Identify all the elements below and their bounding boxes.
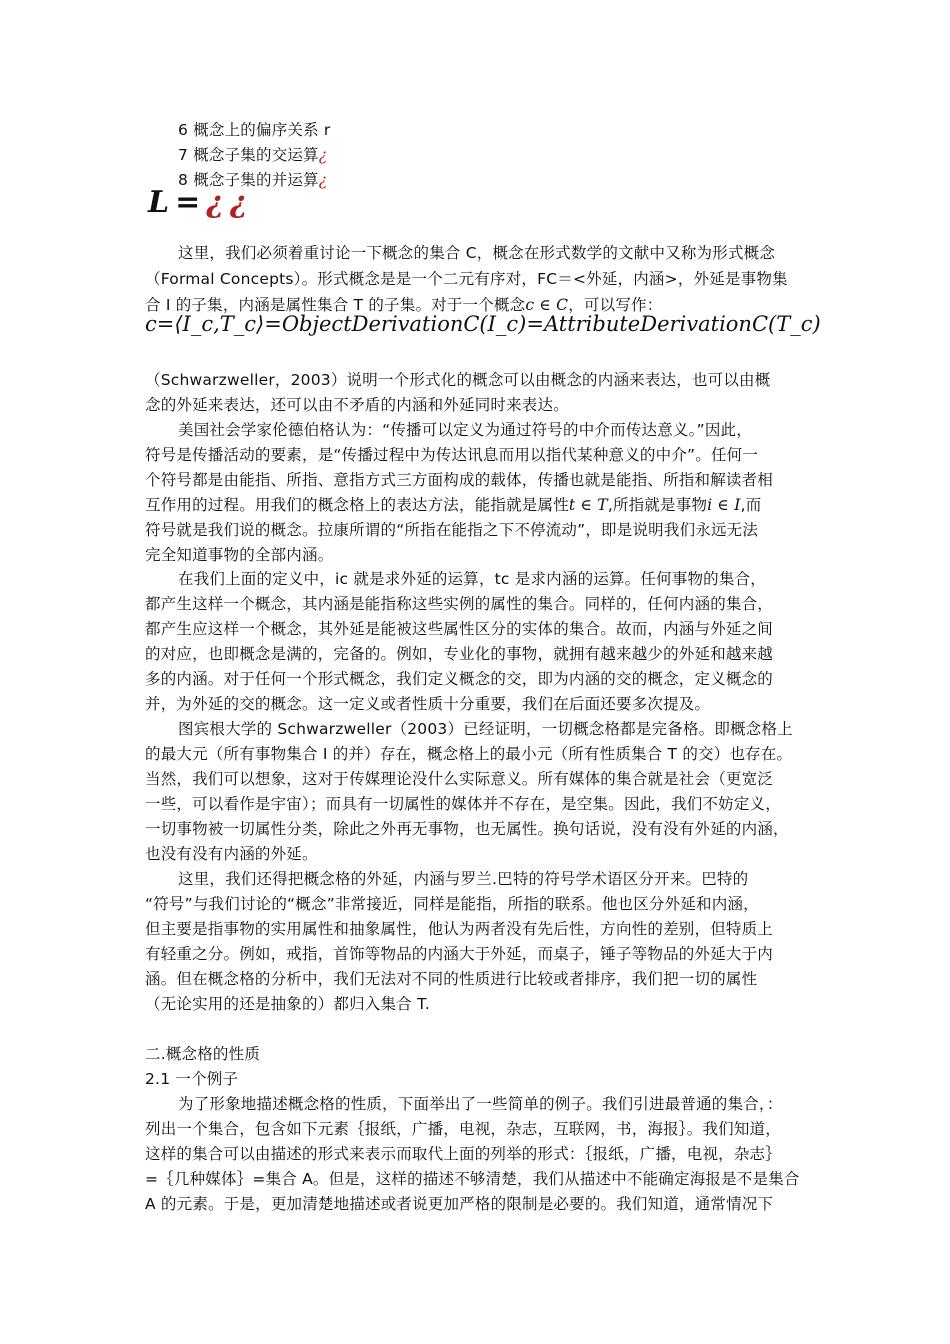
paragraph-5-line-2: 的最大元（所有事物集合 I 的并）存在，概念格上的最小元（所有性质集合 T 的交）也存在。	[145, 745, 793, 763]
subsection-title: 2.1 一个例子	[145, 1070, 239, 1088]
big-formula: L=¿¿	[148, 185, 254, 220]
paragraph-6-line-6: （无论实用的还是抽象的）都归入集合 T.	[145, 995, 430, 1013]
paragraph-4-line-4: 的对应，也即概念是满的，完备的。例如，专业化的事物，就拥有越来越少的外延和越来越	[145, 645, 774, 663]
paragraph-5-line-1: 图宾根大学的 Schwarzweller（2003）已经证明，一切概念格都是完备格。即概念格上	[178, 720, 793, 738]
paragraph-3-line-1: 美国社会学家伦德伯格认为：“传播可以定义为通过符号的中介而传达意义。”因此，	[178, 421, 752, 439]
paragraph-4-line-6: 并，为外延的交的概念。这一定义或者性质十分重要，我们在后面还要多次提及。	[145, 695, 711, 713]
paragraph-2-line-1: （Schwarzweller，2003）说明一个形式化的概念可以由概念的内涵来表达，也可以由概	[145, 371, 771, 389]
paragraph-4-line-2: 都产生这样一个概念，其内涵是能指称这些实例的属性的集合。同样的，任何内涵的集合，	[145, 595, 774, 613]
list-item-7: 7 概念子集的交运算¿	[178, 146, 328, 164]
paragraph-1-line-3: 合 I 的子集，内涵是属性集合 T 的子集。对于一个概念c ∈ C，可以写作：	[145, 296, 663, 314]
list-item-8: 8 概念子集的并运算¿	[178, 171, 328, 189]
paragraph-1-line-1: 这里，我们必须着重讨论一下概念的集合 C，概念在形式数学的文献中又称为形式概念	[178, 244, 776, 262]
paragraph-6-line-4: 有轻重之分。例如，戒指，首饰等物品的内涵大于外延，而桌子，锤子等物品的外延大于内	[145, 945, 774, 963]
paragraph-7-line-3: 这样的集合可以由描述的形式来表示而取代上面的列举的形式：｛报纸，广播，电视，杂志｝	[145, 1145, 781, 1163]
paragraph-6-line-1: 这里，我们还得把概念格的外延，内涵与罗兰.巴特的符号学术语区分开来。巴特的	[178, 870, 749, 888]
paragraph-3-line-4: 互作用的过程。用我们的概念格上的表达方法，能指就是属性t ∈ T,所指就是事物i ∈ I,而	[145, 496, 762, 514]
paragraph-3-line-5: 符号就是我们说的概念。拉康所谓的“所指在能指之下不停流动”，即是说明我们永远无法	[145, 521, 759, 539]
paragraph-7-line-4: =｛几种媒体｝=集合 A。但是，这样的描述不够清楚，我们从描述中不能确定海报是不是集合	[145, 1170, 800, 1188]
paragraph-3-line-3: 个符号都是由能指、所指、意指方式三方面构成的载体，传播也就是能指、所指和解读者相	[145, 471, 774, 489]
paragraph-6-line-5: 涵。但在概念格的分析中，我们无法对不同的性质进行比较或者排序，我们把一切的属性	[145, 970, 758, 988]
paragraph-4-line-5: 多的内涵。对于任何一个形式概念，我们定义概念的交，即为内涵的交的概念，定义概念的	[145, 670, 774, 688]
paragraph-7-line-5: A 的元素。于是，更加清楚地描述或者说更加严格的限制是必要的。我们知道，通常情况下	[145, 1195, 774, 1213]
paragraph-2-line-2: 念的外延来表达，还可以由不矛盾的内涵和外延同时来表达。	[145, 396, 569, 414]
section-title: 二.概念格的性质	[145, 1045, 261, 1063]
paragraph-5-line-6: 也没有没有内涵的外延。	[145, 845, 318, 863]
list-item-6: 6 概念上的偏序关系 r	[178, 121, 331, 139]
paragraph-4-line-3: 都产生应这样一个概念，其外延是能被这些属性区分的实体的集合。故而，内涵与外延之间	[145, 620, 774, 638]
paragraph-3-line-6: 完全知道事物的全部内涵。	[145, 546, 334, 564]
paragraph-1-line-2: （Formal Concepts）。形式概念是是一个二元有序对，FC＝<外延，内涵>，外延是事物集	[145, 270, 788, 288]
paragraph-5-line-4: 一些，可以看作是宇宙）；而具有一切属性的媒体并不存在，是空集。因此，我们不妨定义，	[145, 795, 781, 813]
paragraph-7-line-1: 为了形象地描述概念格的性质，下面举出了一些简单的例子。我们引进最普通的集合，：	[178, 1095, 783, 1113]
paragraph-6-line-3: 但主要是指事物的实用属性和抽象属性，他认为两者没有先后性，方向性的差别，但特质上	[145, 920, 774, 938]
paragraph-5-line-3: 当然，我们可以想象，这对于传媒理论没什么实际意义。所有媒体的集合就是社会（更宽泛	[145, 770, 774, 788]
concept-equation: c=⟨I_c,T_c⟩=ObjectDerivationC(I_c)=AttributeDerivationC(T_c)	[145, 312, 821, 336]
paragraph-6-line-2: “符号”与我们讨论的“概念”非常接近，同样是能指，所指的联系。他也区分外延和内涵，	[145, 895, 759, 913]
paragraph-3-line-2: 符号是传播活动的要素，是“传播过程中为传达讯息而用以指代某种意义的中介”。任何一	[145, 446, 759, 464]
paragraph-7-line-2: 列出一个集合，包含如下元素｛报纸，广播，电视，杂志，互联网，书，海报｝。我们知道，	[145, 1120, 781, 1138]
paragraph-4-line-1: 在我们上面的定义中，ic 就是求外延的运算，tc 是求内涵的运算。任何事物的集合，	[178, 570, 766, 588]
paragraph-5-line-5: 一切事物被一切属性分类，除此之外再无事物，也无属性。换句话说，没有没有外延的内涵，	[145, 820, 789, 838]
